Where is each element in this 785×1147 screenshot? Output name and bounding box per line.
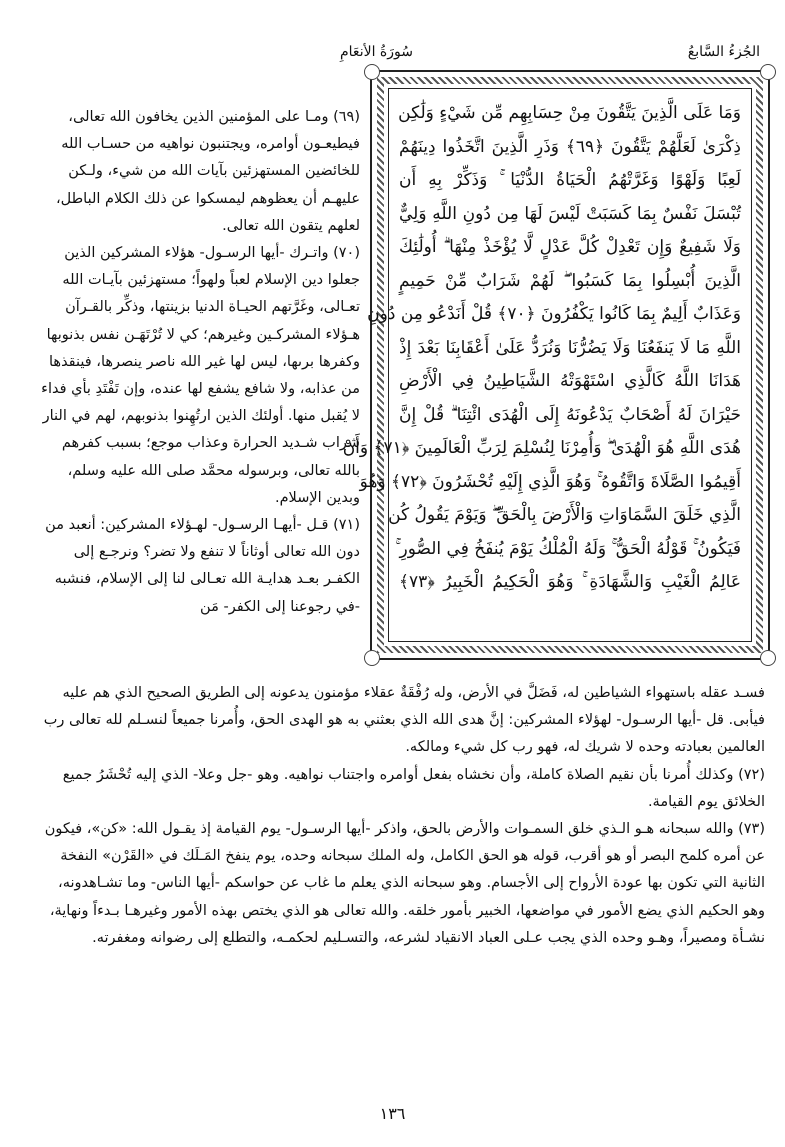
quran-line: وَعَذَابٌ أَلِيمٌ بِمَا كَانُوا يَكْفُرُونَ ﴿٧٠﴾ قُلْ أَنَدْعُو مِن دُونِ (367, 304, 741, 324)
tafsir-paragraph: (٧٣) والله سبحانه هـو الـذي خلق السمـوات والأرض بالحق، واذكر -أيها الرسـول- يوم القيامة إذ يقـول الله: «كن»، فيكون عن أمره كلمح البصر أو هو أقرب، قوله هو الحق الكامل، وله الملك سبحانه وحده، يوم ينفخ المَـلَك في «القَرْن» النفخة الثانية التي تكون بها عودة الأرواح إلى الأجسام. وهو سبحانه الذي يعلم ما غاب عن حواسكم -أيها الناس- وما تشـاهدونه، وهو الحكيم الذي يضع الأمور في مواضعها، الخبير بأمور خلقه. والله تعالى هو الذي يختص بهذه الأمور وغيرهـا بـدءاً ونهاية، نشـأة ومصيراً، وهـو وحده الذي يجب عـلى العباد الانقياد لشرعه، والتسـليم لحكمـه، والتطلع إلى رضوانه ومغفرته. (44, 821, 765, 946)
quran-frame (342, 70, 770, 660)
quran-text (342, 88, 752, 642)
quran-line: ذِكْرَىٰ لَعَلَّهُمْ يَتَّقُونَ ﴿٦٩﴾ وَذَرِ الَّذِينَ اتَّخَذُوا دِينَهُمْ (399, 136, 741, 157)
tafsir-paragraph: (٧١) قـل -أيهـا الرسـول- لهـؤلاء المشركين: أنعبد من دون الله تعالى أوثاناً لا تنفع ولا تضر؟ ونرجـع إلى الكفـر بعـد هدايـة الله تعـالى لنا إلى الإسلام، فنشبه -في رجوعنا إلى الكفر- مَن (45, 517, 360, 615)
quran-line: هَدَانَا اللَّهُ كَالَّذِي اسْتَهْوَتْهُ الشَّيَاطِينُ فِي الْأَرْضِ (399, 371, 741, 391)
quran-line: الَّذِي خَلَقَ السَّمَاوَاتِ وَالْأَرْضَ بِالْحَقِّ ۖ وَيَوْمَ يَقُولُ كُن (388, 505, 741, 525)
tafsir-paragraph: (٧٠) واتـرك -أيها الرسـول- هؤلاء المشركين الذين جعلوا دين الإسلام لعباً ولهواً؛ مستهزئين بآيـات الله تعـالى، وغَرَّتهم الحيـاة الدنيا بزينتها، وذكِّر بالقـرآن هـؤلاء المشركـين وغيرهم؛ كي لا تُرْتَهَـن نفس بذنوبها وكفرها برىها، ليس لها غير الله ناصر ينصرها، فينقذها من عذابه، ولا شافع يشفع لها عنده، وإن تَفْتَدِ بأي فداء لا يُقبل منها. أولئك الذين ارتُهِنوا بذنوبهم، لهم في النار شراب شـديد الحرارة وعذاب موجع؛ بسبب كفرهم بالله تعالى، وبرسوله محمَّد صلى الله عليه وسلم، وبدين الإسلام. (41, 245, 360, 506)
corner-ornament-icon (760, 650, 776, 666)
corner-ornament-icon (364, 650, 380, 666)
quran-line: فَيَكُونُ ۚ قَوْلُهُ الْحَقُّ ۚ وَلَهُ الْمُلْكُ يَوْمَ يُنفَخُ فِي الصُّورِ ۚ (395, 538, 741, 559)
corner-ornament-icon (760, 64, 776, 80)
quran-line: لَعِبًا وَلَهْوًا وَغَرَّتْهُمُ الْحَيَاةُ الدُّنْيَا ۚ وَذَكِّرْ بِهِ أَن (399, 170, 741, 190)
surah-title: سُورَةُ الأنعَامِ (340, 44, 413, 60)
quran-line: هُدَى اللَّهِ هُوَ الْهُدَىٰ ۖ وَأُمِرْنَا لِنُسْلِمَ لِرَبِّ الْعَالَمِينَ ﴿٧١﴾ وَأَنْ (342, 438, 741, 458)
quran-line: عَالِمُ الْغَيْبِ وَالشَّهَادَةِ ۚ وَهُوَ الْحَكِيمُ الْخَبِيرُ ﴿٧٣﴾ (399, 572, 741, 592)
quran-line: وَمَا عَلَى الَّذِينَ يَتَّقُونَ مِنْ حِسَابِهِم مِّن شَيْءٍ وَلَٰكِن (398, 103, 741, 123)
corner-ornament-icon (364, 64, 380, 80)
tafsir-paragraph: (٧٢) وكذلك أُمرنا بأن نقيم الصلاة كاملة، وأن نخشاه بفعل أوامره واجتناب نواهيه. وهو -جل وعلا- الذي إليه تُحْشَرُ جميع الخلائق يوم القيامة. (62, 766, 765, 810)
quran-line: حَيْرَانَ لَهُ أَصْحَابٌ يَدْعُونَهُ إِلَى الْهُدَى ائْتِنَا ۗ قُلْ إِنَّ (399, 404, 741, 425)
juz-title: الجُزءُ السَّابعُ (687, 44, 760, 60)
page-header (340, 44, 760, 66)
quran-line: وَلَا شَفِيعٌ وَإِن تَعْدِلْ كُلَّ عَدْلٍ لَّا يُؤْخَذْ مِنْهَا ۗ أُولَٰئِكَ (399, 237, 741, 257)
tafsir-bottom-section (40, 680, 765, 952)
quran-line: الَّذِينَ أُبْسِلُوا بِمَا كَسَبُوا ۖ لَهُمْ شَرَابٌ مِّنْ حَمِيمٍ (399, 270, 741, 291)
tafsir-side-column (40, 104, 360, 621)
quran-line: تُبْسَلَ نَفْسٌ بِمَا كَسَبَتْ لَيْسَ لَهَا مِن دُونِ اللَّهِ وَلِيٌّ (399, 203, 741, 224)
tafsir-paragraph: فسـد عقله باستهواء الشياطين له، فَضَلَّ في الأرض، وله رُفْقَةٌ عقلاء مؤمنون يدعونه إلى الطريق الصحيح الذي هم عليه فيأبى. قل -أيها الرسـول- لهؤلاء المشركين: إنَّ هدى الله الذي بعثني به هو الهدى الحق، وأُمرنا جميعاً لنسـلم لله تعالى رب العالمين بعبادته وحده لا شريك له، فهو رب كل شيء ومالكه. (43, 685, 765, 756)
tafsir-paragraph: (٦٩) ومـا على المؤمنين الذين يخافون الله تعالى، فيطيعـون أوامره، ويجتنبون نواهيه من حسـاب الله للخائضين المستهزئين بآيات الله من شيء، ولـكن عليهـم أن يعظوهم ليمسكوا عن ذلك الكلام الباطل، لعلهم يتقون الله تعالى. (55, 109, 360, 234)
quran-line: اللَّهِ مَا لَا يَنفَعُنَا وَلَا يَضُرُّنَا وَنُرَدُّ عَلَىٰ أَعْقَابِنَا بَعْدَ إِذْ (399, 337, 741, 358)
page-number: ١٣٦ (379, 1104, 406, 1123)
quran-line: أَقِيمُوا الصَّلَاةَ وَاتَّقُوهُ ۚ وَهُوَ الَّذِي إِلَيْهِ تُحْشَرُونَ ﴿٧٢﴾ وَهُوَ (359, 471, 741, 492)
